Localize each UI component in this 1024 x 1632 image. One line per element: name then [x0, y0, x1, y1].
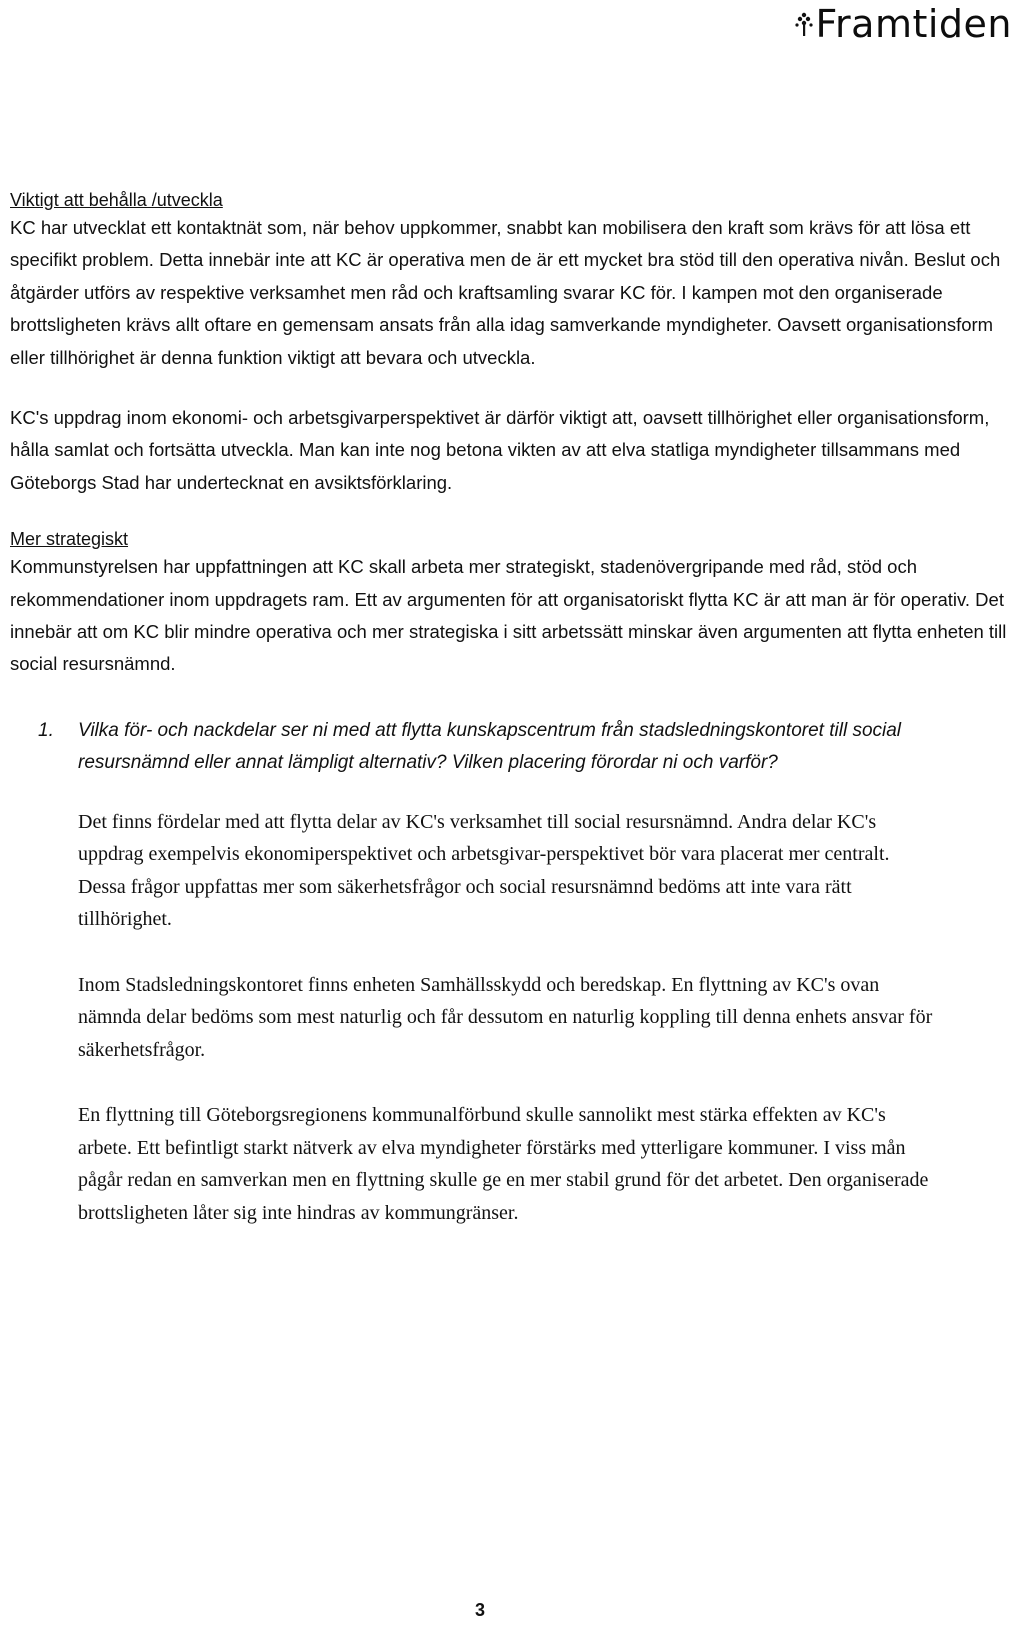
paragraph: KC har utvecklat ett kontaktnät som, när behov uppkommer, snabbt kan mobilisera den kraft som krävs för att lösa ett specifikt problem. Detta innebär inte att KC är operativa men de är ett mycket bra stöd till den operativa nivån. Beslut och åtgärder utförs av respektive verksamhet men råd och kraftsamling svarar KC för. I kampen mot den organiserade brottsligheten krävs allt oftare en gemensam ansats från alla idag samverkande myndigheter. Oavsett organisationsform eller tillhörighet är denna funktion viktigt att bevara och utveckla.: [10, 217, 1001, 368]
answer-paragraph: En flyttning till Göteborgsregionens kommunalförbund skulle sannolikt mest stärka effekten av KC's arbete. Ett befintligt starkt nätverk av elva myndigheter förstärks med ytterligare kommuner. I viss mån pågår redan en samverkan men en flyttning skulle ge en mer stabil grund för det arbetet. Den organiserade brottsligheten låter sig inte hindras av kommungränser.: [78, 1104, 929, 1224]
section-viktigt: [10, 188, 1010, 499]
paragraph: Kommunstyrelsen har uppfattningen att KC skall arbeta mer strategiskt, stadenövergripande med råd, stöd och rekommendationer inom uppdragets ram. Ett av argumenten för att organisatoriskt flytta KC är att man är för operativ. Det innebär att om KC blir mindre operativa och mer strategiska i sitt arbetssätt minskar även argumenten att flytta enheten till social resursnämnd.: [10, 556, 1007, 675]
paragraph: KC's uppdrag inom ekonomi- och arbetsgivarperspektivet är därför viktigt att, oavsett tillhörighet eller organisationsform, hålla samlat och fortsätta utveckla. Man kan inte nog betona vikten av att elva statliga myndigheter tillsammans med Göteborgs Stad har undertecknat en avsiktsförklaring.: [10, 407, 990, 493]
section-strategiskt: [10, 527, 1010, 681]
question-text: Vilka för- och nackdelar ser ni med att flytta kunskapscentrum från stadsledningskontoret till social resursnämnd eller annat lämpligt alternativ? Vilken placering förordar ni och varför?: [78, 719, 902, 774]
question-number: 1.: [38, 719, 54, 741]
page-number: 3: [474, 1600, 485, 1620]
framtiden-logo: [794, 2, 1012, 46]
answer-paragraph: Det finns fördelar med att flytta delar av KC's verksamhet till social resursnämnd. Andra delar KC's uppdrag exempelvis ekonomiperspektivet och arbetsgivar-perspektivet bör vara placerat mer centralt. Dessa frågor uppfattas mer som säkerhetsfrågor och social resursnämnd bedöms att inte vara rätt tillhörighet.: [78, 810, 890, 931]
answer-paragraph: Inom Stadsledningskontoret finns enheten Samhällsskydd och beredskap. En flyttning av KC's ovan nämnda delar bedöms som mest naturlig och får dessutom en naturlig koppling till denna enhets ansvar för säkerhetsfrågor.: [78, 973, 933, 1061]
document-body: [10, 188, 1010, 1229]
logo-text: Framtiden: [815, 2, 1012, 46]
section-heading: Viktigt att behålla /utveckla: [10, 190, 223, 210]
question-item: [38, 715, 968, 780]
framtiden-leaf-icon: [794, 9, 814, 39]
section-heading: Mer strategiskt: [10, 529, 129, 550]
